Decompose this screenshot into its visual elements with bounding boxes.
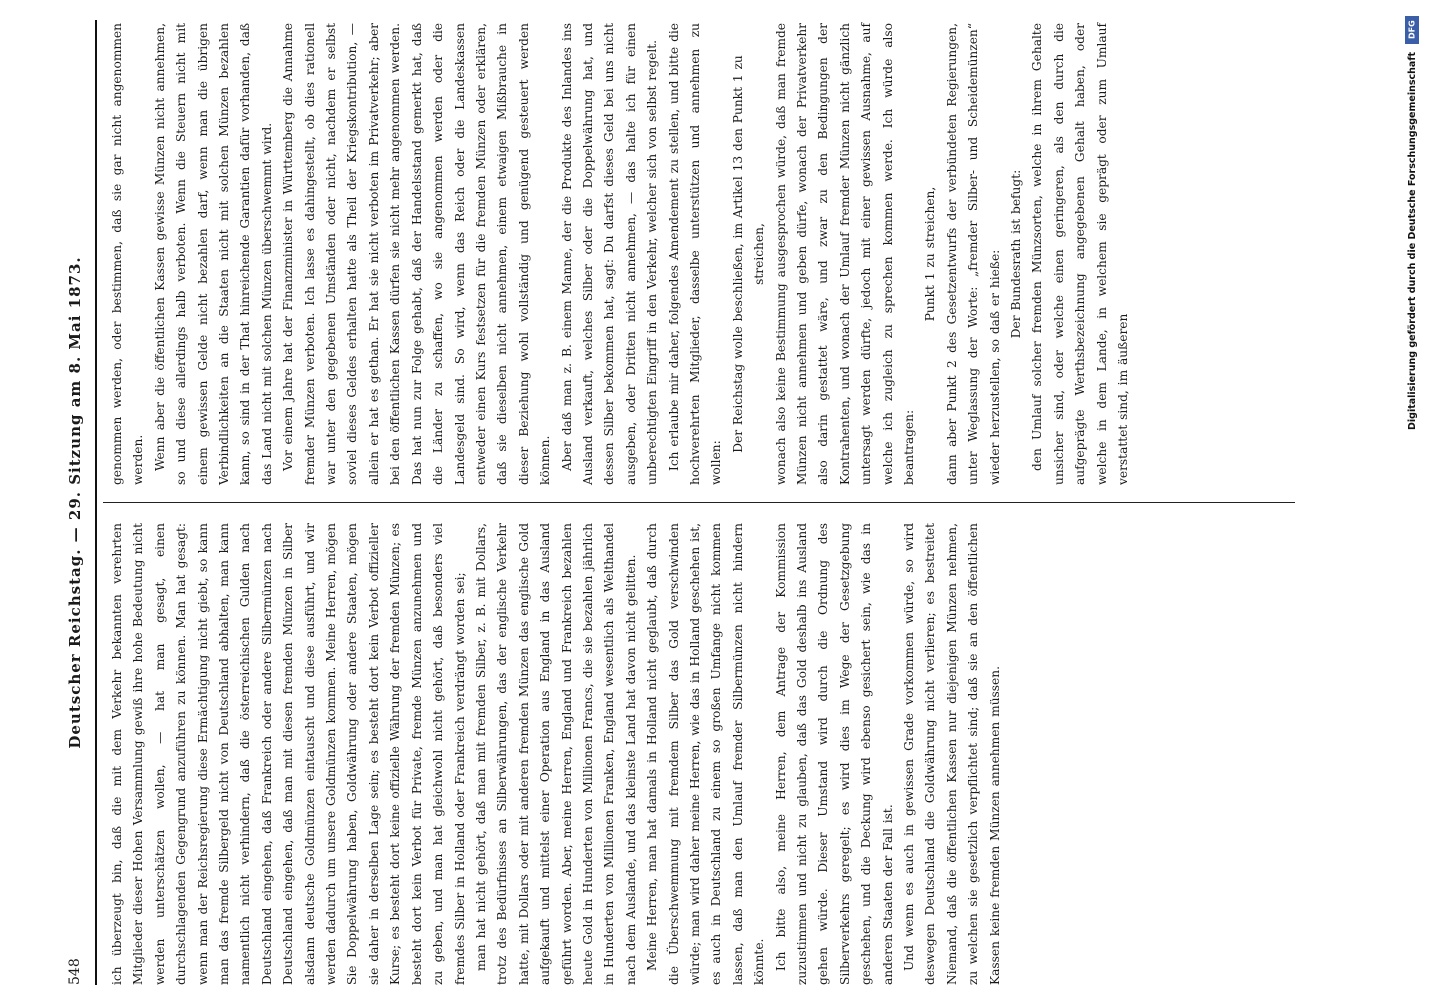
motion-text: Punkt 1 zu streichen,	[923, 186, 938, 322]
paragraph: Ich bitte also, meine Herren, dem Antrage der Kommission zuzustimmen und nicht zu glauben, daß das Gold deshalb ins Ausland gehen würde. Dieser Umstand wird durch die Ordnung des Silberverkehrs geregelt; es wird dies im Wege der Gesetzgebung geschehen, und die Deckung wird ebenso gesichert sein, wie das in anderen Staaten der Fall ist.	[773, 523, 895, 985]
running-title: Deutscher Reichstag. — 29. Sitzung am 8. Mai 1873.	[66, 256, 84, 749]
paragraph: Und wenn es auch in gewissen Grade vorkommen würde, so wird deswegen Deutschland die Goldwährung nicht verlieren; es bestreitet Niemand, daß die öffentlichen Kassen nur diejenigen Münzen nehmen, zu welchen sie gesetzlich verpflichtet sind; daß sie an den öffentlichen Kassen keine fremden Münzen annehmen müssen.	[902, 523, 1002, 985]
scanned-page	[55, 20, 1305, 985]
paragraph: ich überzeugt bin, daß die mit dem Verkehr bekannten verehrten Mitglieder dieser Hohen Versammlung gewiß ihre hohe Bedeutung nicht werden unterschätzen wollen, — hat man gesagt, einen durchschlagenden Gegengrund anzuführen zu können. Man hat gesagt: wenn man der Reichsregierung diese Ermächtigung nicht giebt, so kann man das fremde Silbergeld nicht von Deutschland abhalten, man kann namentlich nicht verhindern, daß die österreichischen Gulden nach Deutschland eingehen, daß Frankreich oder andere Silbermünzen nach Deutschland eingehen, daß man mit diesen fremden Münzen in Silber alsdann deutsche Goldmünzen eintauscht und diese ausführt, und wir werden dadurch um unsere Goldmünzen kommen. Meine Herren, mögen Sie Doppelwährung haben, Goldwährung oder andere Staaten, mögen sie daher in derselben Lage sein; es besteht dort kein Verbot offizieller Kurse; es besteht dort keine offizielle Währung der fremden Münzen; es besteht dort kein Verbot für Private, fremde Münzen anzunehmen und zu geben, und man hat gleichwohl nicht gehört, daß besonders viel fremdes Silber in Holland oder Frankreich verdrängt worden sei;	[110, 523, 467, 985]
paragraph: Meine Herren, man hat damals in Holland nicht geglaubt, daß durch die Überschwemmung mit fremdem Silber das Gold verschwinden würde; man wird daher meine Herren, wie das in Holland geschehen ist, es auch in Deutschland zu einem so großen Umfange nicht kommen lassen, daß man den Umlauf fremder Silbermünzen nicht hindern könnte.	[645, 523, 767, 985]
paragraph: den Umlauf solcher fremden Münzsorten, welche in ihrem Gehalte unsicher sind, oder welche einen geringeren, als den durch die aufgeprägte Werthsbezeichnung angegebenen Gehalt haben, oder welche in dem Lande, in welchem sie geprägt oder zum Umlauf verstattet sind, im äußeren	[1030, 23, 1131, 485]
digitization-credit	[1404, 8, 1424, 708]
dfg-logo: DFG	[1405, 16, 1419, 44]
page-header	[55, 20, 97, 985]
page-number: 548	[67, 958, 83, 985]
paragraph: dann aber Punkt 2 des Gesetzentwurfs der verbündeten Regierungen, unter Weglassung der Worte: „fremder Silber- und Scheidemünzen“ wieder herzustellen, so daß er hieße:	[944, 23, 1002, 485]
paragraph: wonach also keine Bestimmung ausgesprochen würde, daß man fremde Münzen nicht annehmen und geben dürfe, wonach der Privatverkehr also darin gestattet wäre, und zwar zu den Bedingungen der Kontrahenten, und wonach der Umlauf fremder Münzen nicht gänzlich untersagt werden dürfte, jedoch mit einer gewissen Ausnahme, auf welche ich zugleich zu sprechen kommen werde. Ich würde also beantragen:	[773, 23, 917, 485]
column-divider	[103, 502, 1295, 503]
motion-text: Der Bundesrath ist befugt:	[1009, 169, 1024, 339]
paragraph: man hat nicht gehört, daß man mit fremden Silber, z. B. mit Dollars, trotz des Bedürfnisses an Silberwährungen, das der englische Verkehr hatte, mit Dollars oder mit anderen fremden Münzen das englische Gold aufgekauft und mittelst einer Operation aus England in das Ausland geführt worden. Aber, meine Herren, England und Frankreich bezahlen heute Gold in Hunderten von Millionen Francs, die sie bezahlen jährlich in Hunderten von Millionen Franken, England wesentlich als Welthandel nach dem Auslande, und das kleinste Land hat davon nicht gelitten.	[473, 523, 638, 985]
paragraph: Wenn aber die öffentlichen Kassen gewisse Münzen nicht annehmen, so und diese allerdings halb verboten. Wenn die Steuern nicht mit einem gewissen Gelde nicht bezahlen darf, wenn man die übrigen Verbindlichkeiten an die Staaten nicht mit solchen Münzen bezahlen kann, so sind in der That hinreichende Garantien dafür vorhanden, daß das Land nicht mit solchen Münzen überschwemmt wird.	[152, 23, 274, 485]
paragraph: Ich erlaube mir daher, folgendes Amendement zu stellen, und bitte die hochverehrten Mitglieder, dasselbe unterstützen und annehmen zu wollen:	[666, 23, 724, 485]
paragraph: genommen werden, oder bestimmen, daß sie gar nicht angenommen werden.	[110, 23, 146, 485]
left-column	[107, 523, 1006, 985]
paragraph: Aber daß man z. B. einem Manne, der die Produkte des Inlandes ins Ausland verkauft, welches Silber oder die Doppelwährung hat, und dessen Silber bekommen hat, sagt: Du darfst dieses Geld bei uns nicht ausgeben, oder Dritten nicht annehmen, — das halte ich für einen unberechtigten Eingriff in den Verkehr, welcher sich von selbst regelt.	[559, 23, 660, 485]
right-column	[107, 23, 1135, 485]
credit-text: Digitalisierung gefördert durch die Deutsche Forschungsgemeinschaft	[1407, 52, 1418, 430]
paragraph: Vor einem Jahre hat der Finanzminister in Württemberg die Annahme fremder Münzen verboten. Ich lasse es dahingestellt, ob dies rationell war unter den gegebenen Umständen oder nicht, nachdem er selbst soviel dieses Geldes erhalten hatte als Theil der Kriegskontribution, — allein er hat es gethan. Er hat sie nicht verboten im Privatverkehr; aber bei den öffentlichen Kassen dürfen sie nicht mehr angenommen werden. Das hat nun zur Folge gehabt, daß der Handelsstand gemerkt hat, daß die Länder zu schaffen, wo sie angenommen werden oder die Landesgeld sind. So wird, wenn das Reich oder die Landeskassen entweder einen Kurs festsetzen für die fremden Münzen oder erklären, daß sie dieselben nicht annehmen, einem etwaigen Mißbrauche in dieser Beziehung wohl vollständig und genügend gesteuert werden können.	[281, 23, 553, 485]
motion-text: Der Reichstag wolle beschließen, im Artikel 13 den Punkt 1 zu streichen,	[730, 55, 767, 453]
